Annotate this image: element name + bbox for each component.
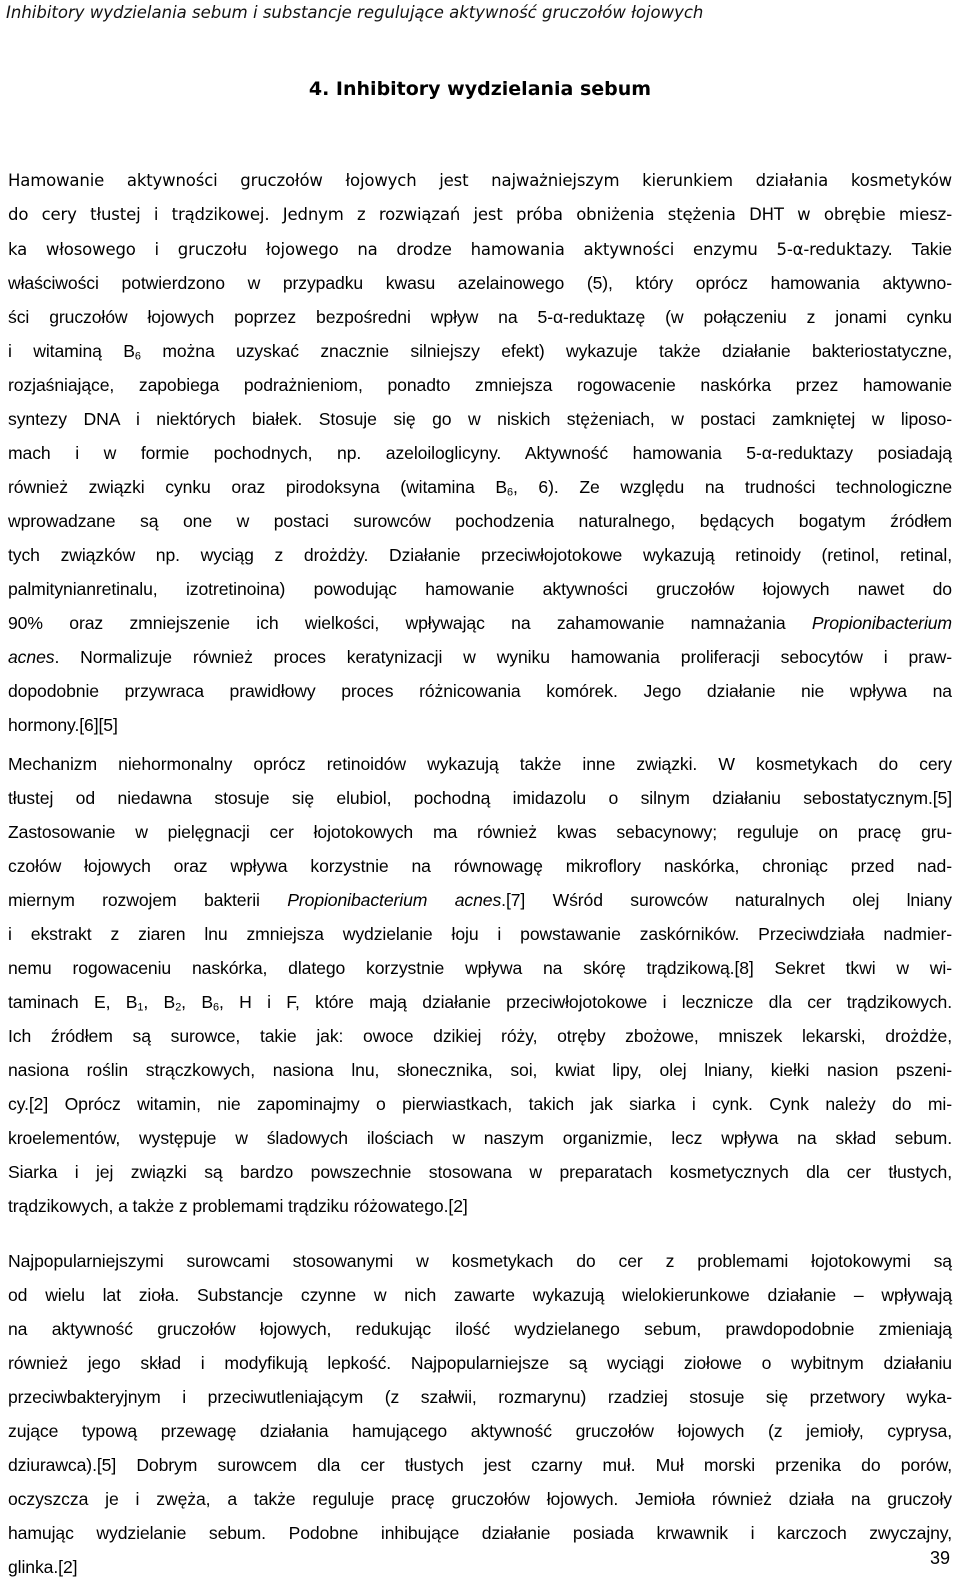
text-span: oczyszcza je i zwęża, a także reguluje pracę gruczołów łojowych. Jemioła również działa na gruczoły — [8, 1489, 952, 1509]
text-span: syntezy DNA i niektórych białek. Stosuje się go w niskich stężeniach, w postaci zamkniętej w liposo- — [8, 409, 952, 429]
text-line — [8, 538, 952, 572]
page-number: 39 — [929, 1548, 950, 1568]
text-span: tłustej od niedawna stosuje się elubiol, pochodną imidazolu o silnym działaniu sebostatycznym.[5] — [8, 788, 952, 808]
text-line — [8, 368, 952, 402]
text-line — [8, 708, 952, 742]
text-span: , B — [181, 992, 213, 1012]
text-span: ka włosowego i gruczołu łojowego na drodze hamowania aktywności enzymu 5-α-reduktazy. — [8, 240, 912, 259]
subscript: 2 — [175, 1001, 182, 1014]
italic-text: Propionibacterium acnes — [287, 890, 502, 910]
text-line — [8, 1516, 952, 1550]
text-span: na aktywność gruczołów łojowych, redukując ilość wydzielanego sebum, prawdopodobnie zmieniają — [8, 1319, 952, 1339]
italic-text: Propionibacterium — [811, 613, 952, 633]
text-span: miernym rozwojem bakterii — [8, 890, 288, 910]
text-line — [8, 198, 952, 232]
text-line — [8, 572, 952, 606]
text-line — [8, 164, 952, 198]
text-span: również jego skład i modyfikują lepkość. Najpopularniejsze są wyciągi ziołowe o wybitnym działaniu — [8, 1353, 952, 1373]
text-span: i witaminą B — [8, 341, 135, 361]
text-span: ści gruczołów łojowych poprzez bezpośredni wpływ na 5-α-reduktazę (w połączeniu z jonami cynku — [8, 307, 952, 327]
text-span: hormony.[6][5] — [8, 715, 118, 735]
text-line — [8, 815, 952, 849]
text-line — [8, 300, 952, 334]
text-span: tych związków np. wyciąg z drożdży. Działanie przeciwłojotokowe wykazują retinoidy (retinol, retinal, — [8, 545, 952, 565]
paragraph-intro-continued — [8, 266, 952, 742]
text-line — [8, 232, 952, 266]
text-span: hamując wydzielanie sebum. Podobne inhibujące działanie posiada krwawnik i karczoch zwyczajny, — [8, 1523, 952, 1543]
text-span: Ich źródłem są surowce, takie jak: owoce dzikiej róży, otręby zbożowe, mniszek lekarski, drożdże, — [8, 1026, 952, 1046]
paragraph-herbal-ingredients — [8, 1244, 952, 1584]
text-line — [8, 266, 952, 300]
text-span: przeciwbakteryjnym i przeciwutleniającym (z szałwii, rozmarynu) rzadziej stosuje się przetwory wyka- — [8, 1387, 952, 1407]
text-span: Zastosowanie w pielęgnacji cer łojotokowych ma również kwas sebacynowy; reguluje on pracę gru- — [8, 822, 952, 842]
text-span: nasiona roślin strączkowych, nasiona lnu, słonecznika, soi, kwiat lipy, olej lniany, kiełki nasion pszeni- — [8, 1060, 952, 1080]
text-span: czołów łojowych oraz wpływa korzystnie na równowagę mikroflory naskórka, chroniąc przed nad- — [8, 856, 952, 876]
text-line — [8, 1448, 952, 1482]
text-span: właściwości potwierdzono w przypadku kwasu azelainowego (5), który oprócz hamowania aktywno- — [8, 273, 952, 293]
text-span: również związki cynku oraz pirodoksyna (witamina B — [8, 477, 507, 497]
text-span: Hamowanie aktywności gruczołów łojowych jest najważniejszym kierunkiem działania kosmetyków — [8, 171, 952, 190]
text-line — [8, 849, 952, 883]
text-line — [8, 1550, 952, 1584]
text-span: rozjaśniające, zapobiega podrażnieniom, ponadto zmniejsza rogowacenie naskórka przez hamowanie — [8, 375, 952, 395]
text-span: dziurawca).[5] Dobrym surowcem dla cer tłustych jest czarny muł. Muł morski przenika do porów, — [8, 1455, 952, 1475]
text-line — [8, 1482, 952, 1516]
subscript: 1 — [137, 1001, 144, 1014]
text-line — [8, 1414, 952, 1448]
text-span: do cery tłustej i trądzikowej. Jednym z rozwiązań jest próba obniżenia stężenia DHT w obrębie miesz- — [8, 205, 952, 224]
text-span: dopodobnie przywraca prawidłowy proces różnicowania komórek. Jego działanie nie wpływa na — [8, 681, 952, 701]
text-span: . Normalizuje również proces keratynizacji w wyniku hamowania proliferacji sebocytów i praw- — [54, 647, 952, 667]
text-line — [8, 781, 952, 815]
text-line — [8, 1346, 952, 1380]
subscript: 6 — [212, 1001, 219, 1014]
text-line — [8, 402, 952, 436]
text-span: nemu rogowaceniu naskórka, dlatego korzystnie wpływa na skórę trądzikową.[8] Sekret tkwi w wi- — [8, 958, 952, 978]
subscript: 6 — [134, 350, 141, 363]
text-line — [8, 334, 952, 368]
text-span: kroelementów, występuje w śladowych ilościach w naszym organizmie, lecz wpływa na skład sebum. — [8, 1128, 952, 1148]
chapter-title: 4. Inhibitory wydzielania sebum — [308, 78, 652, 100]
text-span: Mechanizm niehormonalny oprócz retinoidów wykazują także inne związki. W kosmetykach do cery — [8, 754, 952, 774]
text-span: można uzyskać znacznie silniejszy efekt) wykazuje także działanie bakteriostatyczne, — [140, 341, 952, 361]
text-span: 90% oraz zmniejszenie ich wielkości, wpływając na zahamowanie namnażania — [8, 613, 812, 633]
text-span: zujące typową przewagę działania hamującego aktywność gruczołów łojowych (z jemioły, cyprysa, — [8, 1421, 952, 1441]
text-line — [8, 1019, 952, 1053]
italic-text: acnes — [8, 647, 55, 667]
paragraph-nonhormonal-mechanism — [8, 747, 952, 1223]
text-line — [8, 1155, 952, 1189]
text-span: cy.[2] Oprócz witamin, nie zapominajmy o pierwiastkach, takich jak siarka i cynk. Cynk należy do mi- — [8, 1094, 952, 1114]
paragraph-intro — [8, 164, 952, 266]
text-line — [8, 1121, 952, 1155]
text-line — [8, 883, 952, 917]
text-span: , H i F, które mają działanie przeciwłojotokowe i lecznicze dla cer trądzikowych. — [218, 992, 952, 1012]
text-span: , B — [143, 992, 176, 1012]
text-span: , 6). Ze względu na trudności technologiczne — [512, 477, 952, 497]
text-span: Najpopularniejszymi surowcami stosowanymi w kosmetykach do cer z problemami łojotokowymi są — [8, 1251, 952, 1271]
text-line — [8, 1189, 952, 1223]
text-span: Takie — [911, 239, 952, 259]
text-line — [8, 470, 952, 504]
text-span: trądzikowych, a także z problemami trądziku różowatego.[2] — [8, 1196, 468, 1216]
running-header: Inhibitory wydzielania sebum i substancje regulujące aktywność gruczołów łojowych — [6, 3, 704, 22]
text-line — [8, 1278, 952, 1312]
text-line — [8, 640, 952, 674]
text-line — [8, 1312, 952, 1346]
text-span: Siarka i jej związki są bardzo powszechnie stosowana w preparatach kosmetycznych dla cer tłustych, — [8, 1162, 952, 1182]
text-line — [8, 1087, 952, 1121]
text-line — [8, 951, 952, 985]
text-line — [8, 1380, 952, 1414]
text-line — [8, 1053, 952, 1087]
text-span: wprowadzane są one w postaci surowców pochodzenia naturalnego, będących bogatym źródłem — [8, 511, 952, 531]
text-line — [8, 1244, 952, 1278]
text-span: palmitynianretinalu, izotretinoina) powodując hamowanie aktywności gruczołów łojowych nawet do — [8, 579, 952, 599]
text-line — [8, 504, 952, 538]
subscript: 6 — [507, 486, 513, 499]
text-line — [8, 985, 952, 1019]
text-line — [8, 747, 952, 781]
text-span: i ekstrakt z ziaren lnu zmniejsza wydzielanie łoju i powstawanie zaskórników. Przeciwdziała nadmier- — [8, 924, 952, 944]
text-line — [8, 436, 952, 470]
text-line — [8, 917, 952, 951]
text-span: .[7] Wśród surowców naturalnych olej lniany — [501, 890, 952, 910]
text-span: taminach E, B — [8, 992, 138, 1012]
text-span: glinka.[2] — [8, 1557, 78, 1577]
text-line — [8, 606, 952, 640]
text-span: mach i w formie pochodnych, np. azeloiloglicyny. Aktywność hamowania 5-α-reduktazy posiadają — [8, 443, 952, 463]
text-span: od wielu lat zioła. Substancje czynne w nich zawarte wykazują wielokierunkowe działanie – wpływają — [8, 1285, 952, 1305]
text-line — [8, 674, 952, 708]
